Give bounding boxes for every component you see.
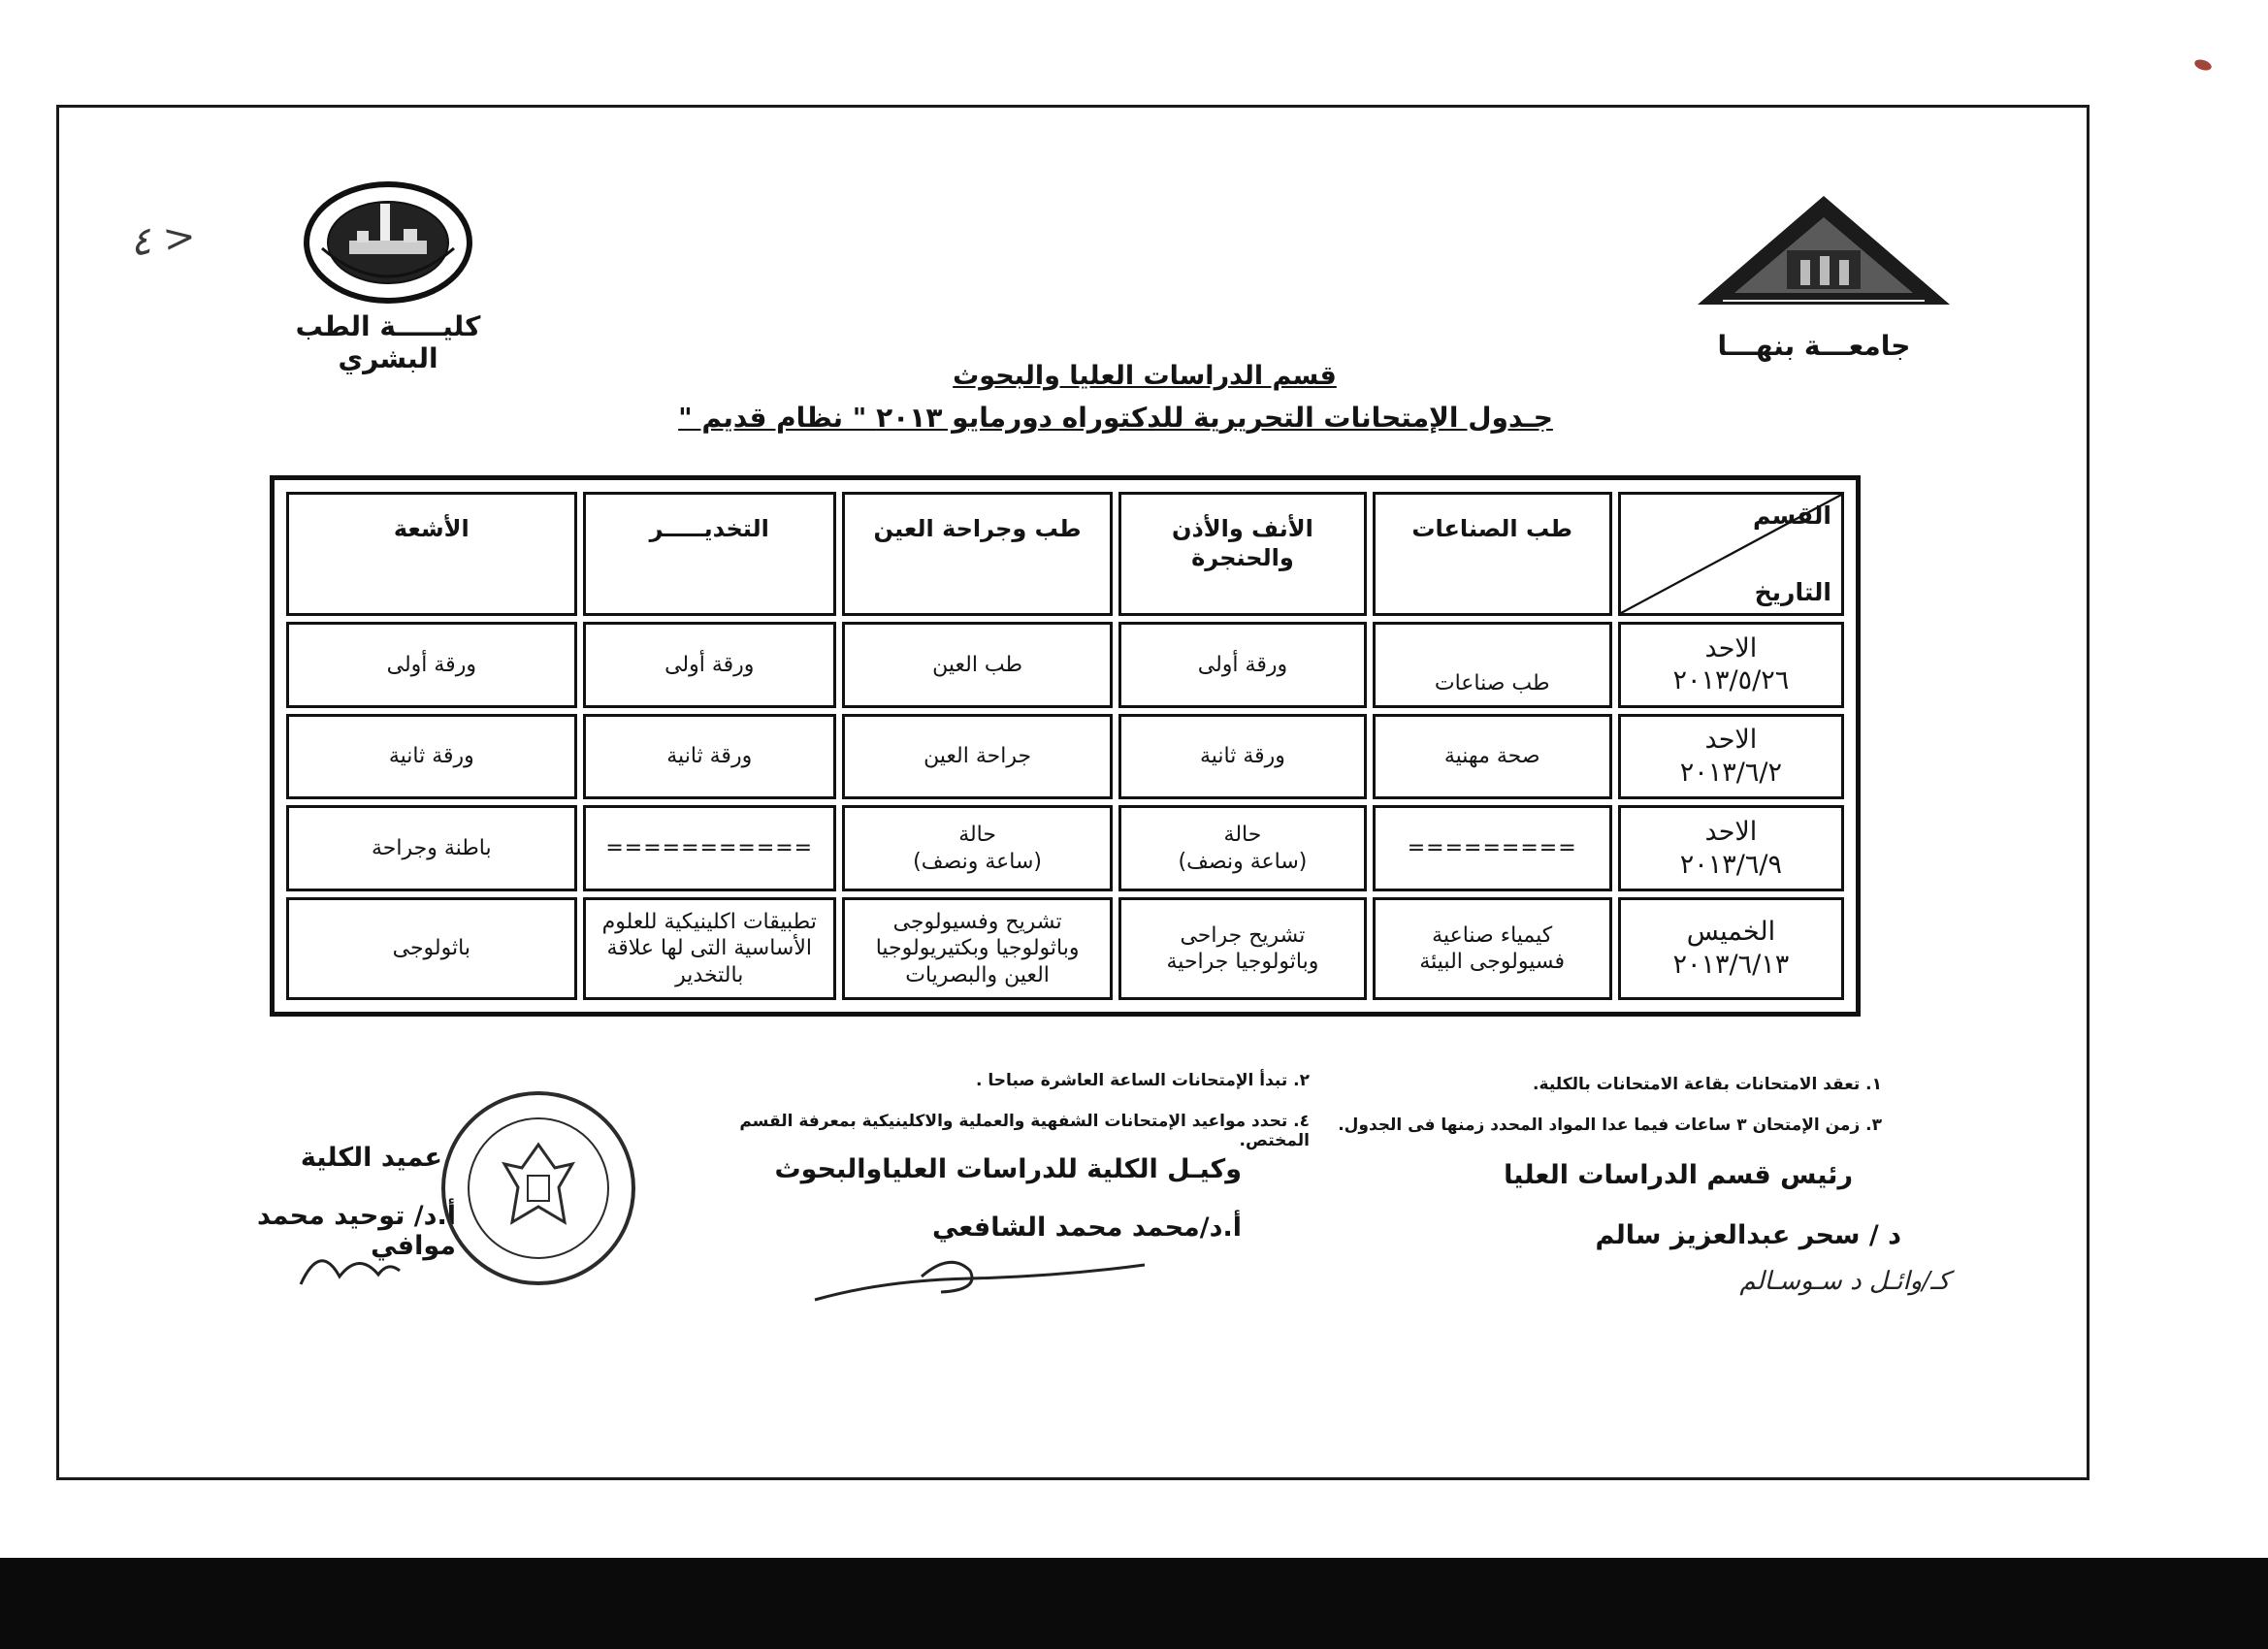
day-name: الاحد xyxy=(1704,725,1758,756)
table-cell: ورقة أولى xyxy=(583,622,836,708)
exam-date: ٢٠١٣/٦/١٣ xyxy=(1672,950,1790,981)
table-cell: باثولوجى xyxy=(286,897,577,1000)
table-row xyxy=(286,622,1844,708)
department-title: قسم الدراسات العليا والبحوث xyxy=(953,361,1337,391)
table-cell: صحة مهنية xyxy=(1373,714,1612,800)
table-row xyxy=(286,714,1844,800)
date-cell xyxy=(1618,714,1844,800)
schedule-title: جـدول الإمتحانات التحريرية للدكتوراه دورمايو ٢٠١٣ " نظام قديم " xyxy=(678,402,1553,434)
date-cell xyxy=(1618,897,1844,1000)
ink-stain xyxy=(2193,57,2213,72)
date-cell xyxy=(1618,622,1844,708)
table-cell: تشريح جراحى وباثولوجيا جراحية xyxy=(1118,897,1366,1000)
column-header: التخديـــــر xyxy=(583,492,836,616)
table-row xyxy=(286,805,1844,891)
exam-date: ٢٠١٣/٦/٩ xyxy=(1679,849,1783,880)
table-cell: طب العين xyxy=(842,622,1113,708)
university-name: جامعـــة بنهـــا xyxy=(1717,330,1911,362)
gs-head-name: د / سحر عبدالعزيز سالم xyxy=(1595,1220,1901,1250)
table-cell: ورقة أولى xyxy=(286,622,577,708)
university-pyramid-logo xyxy=(1694,192,1954,312)
table-cell: باطنة وجراحة xyxy=(286,805,577,891)
day-name: الاحد xyxy=(1704,817,1758,847)
dean-name: أ.د/ توحيد محمد موافي xyxy=(256,1201,456,1261)
table-cell: ========= xyxy=(1373,805,1612,891)
corner-cell xyxy=(1618,492,1844,616)
corner-date-label: التاريخ xyxy=(1754,577,1831,606)
column-header: طب وجراحة العين xyxy=(842,492,1113,616)
day-name: الاحد xyxy=(1704,632,1758,663)
table-cell: ورقة ثانية xyxy=(286,714,577,800)
faculty-seal-logo xyxy=(303,180,473,305)
handwritten-page-mark: ٤ > xyxy=(127,213,198,266)
schedule-grid xyxy=(280,486,1850,1006)
note-2: ٢. تبدأ الإمتحانات الساعة العاشرة صباحا . xyxy=(976,1071,1310,1090)
vice-dean-name: أ.د/محمد محمد الشافعي xyxy=(931,1212,1242,1243)
dean-signature xyxy=(291,1232,407,1296)
day-name: الخميس xyxy=(1686,917,1776,948)
vice-dean-signature xyxy=(805,1242,1154,1310)
gs-head-title: رئيس قسم الدراسات العليا xyxy=(1504,1160,1853,1190)
date-cell xyxy=(1618,805,1844,891)
note-1: ١. تعقد الامتحانات بقاعة الامتحانات بالكلية. xyxy=(1533,1075,1882,1094)
gs-handwritten-signature: كـ/وائـل د سـوسـالم xyxy=(1739,1267,1950,1296)
corner-department-label: القسم xyxy=(1753,501,1831,530)
note-3: ٣. زمن الإمتحان ٣ ساعات فيما عدا المواد المحدد زمنها فى الجدول. xyxy=(1338,1116,1882,1135)
dean-title: عميد الكلية xyxy=(300,1143,442,1173)
table-row xyxy=(286,897,1844,1000)
exam-date: ٢٠١٣/٦/٢ xyxy=(1679,758,1783,789)
table-cell: تطبيقات اكلينيكية للعلوم الأساسية التى لها علاقة بالتخدير xyxy=(583,897,836,1000)
official-eagle-stamp xyxy=(437,1086,640,1290)
column-header: الأشعة xyxy=(286,492,577,616)
exam-schedule-table xyxy=(270,475,1861,1017)
table-cell: ورقة أولى xyxy=(1118,622,1366,708)
faculty-name: كليـــــة الطب البشري xyxy=(295,310,481,374)
vice-dean-title: وكيـل الكلية للدراسات العلياوالبحوث xyxy=(774,1154,1242,1184)
table-cell: طب صناعات xyxy=(1373,622,1612,708)
scanner-edge-band xyxy=(0,1558,2268,1649)
column-header: الأنف والأذن والحنجرة xyxy=(1118,492,1366,616)
exam-date: ٢٠١٣/٥/٢٦ xyxy=(1672,665,1790,696)
table-cell: تشريح وفسيولوجى وباثولوجيا وبكتيريولوجيا العين والبصريات xyxy=(842,897,1113,1000)
table-cell: حالة (ساعة ونصف) xyxy=(1118,805,1366,891)
table-cell: حالة (ساعة ونصف) xyxy=(842,805,1113,891)
table-cell: كيمياء صناعية فسيولوجى البيئة xyxy=(1373,897,1612,1000)
table-cell: ورقة ثانية xyxy=(583,714,836,800)
column-header: طب الصناعات xyxy=(1373,492,1612,616)
table-cell: جراحة العين xyxy=(842,714,1113,800)
table-cell: ورقة ثانية xyxy=(1118,714,1366,800)
header-row xyxy=(286,492,1844,616)
note-4: ٤. تحدد مواعيد الإمتحانات الشفهية والعملية والاكلينيكية بمعرفة القسم المختص. xyxy=(739,1112,1310,1150)
table-cell: =========== xyxy=(583,805,836,891)
